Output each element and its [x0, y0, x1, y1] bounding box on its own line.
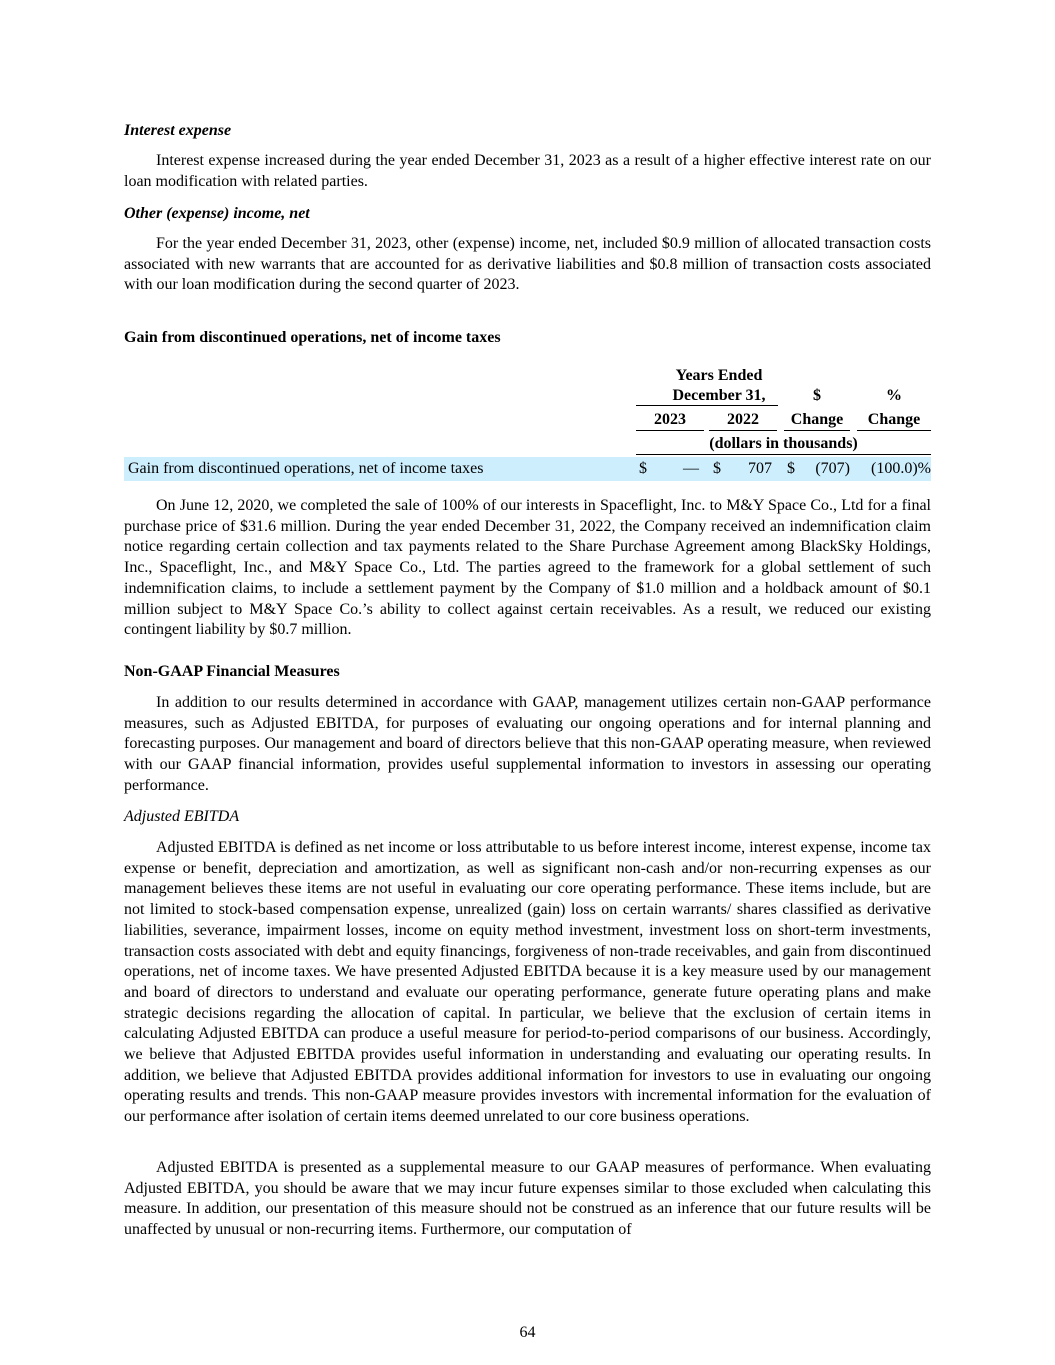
gain-discontinued-heading: Gain from discontinued operations, net of income taxes [124, 329, 501, 346]
underline-2023 [636, 430, 704, 431]
header-dollar-symbol: $ [813, 387, 821, 404]
underline-2022 [709, 430, 777, 431]
other-income-heading: Other (expense) income, net [124, 205, 310, 222]
adjusted-ebitda-paragraph-2: Adjusted EBITDA is presented as a supplemental measure to our GAAP measures of performance. When evaluating Adjusted EBITDA, you should be aware that we may incur future expenses similar to those excluded when calculating this measure. In addition, our presentation of this measure should not be construed as an inference that our future results will be unaffected by unusual or non-recurring items. Furthermore, our computation of [124, 1159, 931, 1239]
other-income-paragraph: For the year ended December 31, 2023, other (expense) income, net, included $0.9 million of allocated transaction costs associated with new warrants that are accounted for as derivative liabilities and $0.8 million of transaction costs associated with our loan modification during the second quarter of 2023. [124, 235, 931, 294]
value-2023: — [683, 460, 699, 477]
interest-expense-paragraph: Interest expense increased during the year ended December 31, 2023 as a result of a higher effective interest rate on our loan modification with related parties. [124, 152, 931, 190]
header-2023: 2023 [654, 411, 686, 428]
page-number: 64 [519, 1324, 536, 1341]
header-december-31: December 31, [672, 387, 766, 404]
table-row [124, 457, 931, 481]
currency-change: $ [787, 460, 795, 477]
header-percent-symbol: % [886, 387, 902, 404]
gain-discontinued-paragraph: On June 12, 2020, we completed the sale of 100% of our interests in Spaceflight, Inc. to M&Y Space Co., Ltd for a final purchase price of $31.6 million. During the year ended December 31, 2022, the Company received an indemnification claim notice regarding certain collection and tax payments related to the Share Purchase Agreement among BlackSky Holdings, Inc., Spaceflight, Inc., and M&Y Space Co., Ltd. The parties agreed to the framework for a global settlement of such indemnification claims, to include a settlement payment by the Company of $1.0 million and a holdback amount of $0.1 million subject to M&Y Space Co.’s ability to collect against certain receivables. As a result, we reduced our existing contingent liability by $0.7 million. [124, 497, 931, 639]
header-percent-change: Change [867, 411, 921, 428]
non-gaap-heading: Non-GAAP Financial Measures [124, 663, 340, 680]
header-2022: 2022 [727, 411, 759, 428]
value-dollar-change: (707) [815, 460, 850, 477]
units-underline [636, 454, 931, 455]
currency-2022: $ [713, 460, 721, 477]
adjusted-ebitda-heading: Adjusted EBITDA [124, 808, 240, 825]
currency-2023: $ [639, 460, 647, 477]
value-2022: 707 [748, 460, 772, 477]
header-years-underline [636, 405, 778, 406]
underline-dollar-change [784, 430, 850, 431]
header-dollar-change: Change [790, 411, 844, 428]
table-units-label: (dollars in thousands) [709, 435, 858, 452]
header-years-ended: Years Ended [675, 367, 763, 384]
value-percent-change: (100.0)% [871, 460, 931, 477]
interest-expense-heading: Interest expense [124, 122, 232, 139]
adjusted-ebitda-paragraph-1: Adjusted EBITDA is defined as net income or loss attributable to us before interest income, interest expense, income tax expense or benefit, depreciation and amortization, as well as significant non-cash and/or non-recurring expenses as our management believes these items are not useful in evaluating our core operating performance. These items include, but are not limited to stock-based compensation expense, unrealized (gain) loss on certain warrants/ shares classified as derivative liabilities, severance, impairment losses, income on equity method investment, investment loss on short-term investments, transaction costs associated with debt and equity financings, forgiveness of non-trade receivables, and gain from discontinued operations, net of income taxes. We have presented Adjusted EBITDA because it is a key measure used by our management and board of directors to understand and evaluate our operating performance, generate future operating plans and make strategic decisions regarding the allocation of capital. In particular, we believe that the exclusion of certain items in calculating Adjusted EBITDA can produce a useful measure for period-to-period comparisons of our business. Accordingly, we believe that Adjusted EBITDA provides useful information in understanding and evaluating our operating results. In addition, we believe that Adjusted EBITDA provides additional information for investors to use in evaluating our ongoing operating results and trends. This non-GAAP measure provides investors with incremental information for the evaluation of our performance after isolation of certain items deemed unrelated to our core business operations. [124, 839, 931, 1126]
row-label: Gain from discontinued operations, net of income taxes [128, 460, 484, 477]
non-gaap-paragraph: In addition to our results determined in accordance with GAAP, management utilizes certain non-GAAP performance measures, such as Adjusted EBITDA, for purposes of evaluating our ongoing operations and for internal planning and forecasting purposes. Our management and board of directors believe that this non-GAAP operating measure, when reviewed with our GAAP financial information, provides useful supplemental information to investors in assessing our operating performance. [124, 694, 931, 794]
underline-percent-change [857, 430, 931, 431]
